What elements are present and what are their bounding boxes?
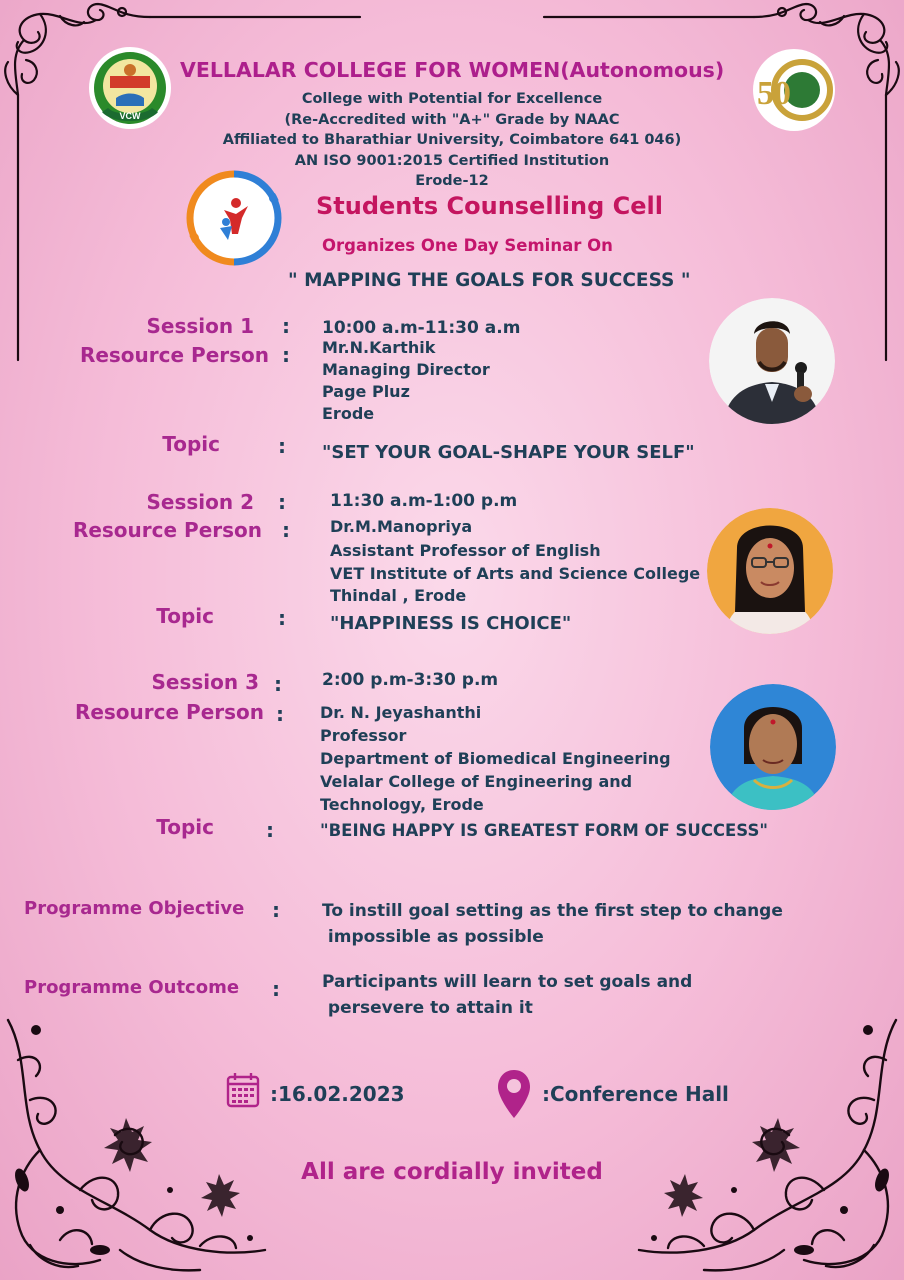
session-2-resource-colon: : <box>282 518 290 542</box>
session-3-person-place: Technology, Erode <box>320 795 484 814</box>
speaker-1-photo <box>709 298 835 424</box>
session-1-colon: : <box>282 314 290 338</box>
invitation-line: All are cordially invited <box>301 1159 603 1185</box>
session-2-label: Session 2 <box>146 490 254 514</box>
session-3-label: Session 3 <box>151 670 259 694</box>
session-1-label: Session 1 <box>146 314 254 338</box>
college-name: VELLALAR COLLEGE FOR WOMEN(Autonomous) <box>180 58 725 82</box>
header-line-5: Erode-12 <box>415 173 489 189</box>
outcome-line-1: Participants will learn to set goals and <box>322 972 693 992</box>
seminar-title: " MAPPING THE GOALS FOR SUCCESS " <box>288 270 691 291</box>
objective-line-2: impossible as possible <box>322 927 544 947</box>
outcome-label: Programme Outcome <box>24 977 240 998</box>
logo-left-label: VCW <box>119 111 141 121</box>
session-3-resource-label: Resource Person <box>74 700 264 724</box>
session-3-person-name: Dr. N. Jeyashanthi <box>320 703 482 722</box>
event-venue: :Conference Hall <box>542 1082 729 1106</box>
session-1-time: 10:00 a.m-11:30 a.m <box>322 318 521 338</box>
session-1-person-org: Page Pluz <box>322 382 410 401</box>
session-3-topic: "BEING HAPPY IS GREATEST FORM OF SUCCESS" <box>320 821 768 840</box>
session-2-time: 11:30 a.m-1:00 p.m <box>330 491 518 511</box>
header-line-4: AN ISO 9001:2015 Certified Institution <box>294 153 610 169</box>
session-3-person-org: Velalar College of Engineering and <box>320 772 633 791</box>
session-3-time: 2:00 p.m-3:30 p.m <box>322 670 499 690</box>
cell-name: Students Counselling Cell <box>316 192 663 220</box>
session-1-resource-colon: : <box>282 343 290 367</box>
objective-colon: : <box>272 898 280 922</box>
session-2-topic: "HAPPINESS IS CHOICE" <box>330 613 572 634</box>
speaker-3-photo <box>710 684 836 810</box>
location-pin-icon <box>496 1068 532 1120</box>
session-1-topic: "SET YOUR GOAL-SHAPE YOUR SELF" <box>322 442 695 463</box>
organizes-line: Organizes One Day Seminar On <box>322 236 613 255</box>
session-3-colon: : <box>274 672 282 696</box>
session-3-person-role: Professor <box>320 726 407 745</box>
session-2-resource-label: Resource Person <box>72 518 262 542</box>
session-3-topic-label: Topic <box>156 815 214 839</box>
header-line-2: (Re-Accredited with "A+" Grade by NAAC <box>284 112 620 128</box>
logo-right-number: 50 <box>757 75 791 112</box>
session-1-person-name: Mr.N.Karthik <box>322 338 436 357</box>
session-3-person-dept: Department of Biomedical Engineering <box>320 749 671 768</box>
session-1-person-role: Managing Director <box>322 360 490 379</box>
session-1-person-place: Erode <box>322 404 375 423</box>
objective-label: Programme Objective <box>24 898 245 919</box>
event-date: :16.02.2023 <box>270 1082 405 1106</box>
session-2-person-place: Thindal , Erode <box>330 586 467 605</box>
header-line-1: College with Potential for Excellence <box>301 91 603 107</box>
session-2-topic-colon: : <box>278 606 286 630</box>
counselling-cell-logo <box>186 170 282 266</box>
session-3-topic-colon: : <box>266 818 274 842</box>
session-1-topic-label: Topic <box>162 432 220 456</box>
session-2-person-role: Assistant Professor of English <box>330 541 601 560</box>
outcome-colon: : <box>272 977 280 1001</box>
calendar-icon <box>226 1072 260 1108</box>
objective-line-1: To instill goal setting as the first step to change <box>322 901 783 921</box>
outcome-line-2: persevere to attain it <box>322 998 533 1018</box>
session-2-person-org: VET Institute of Arts and Science College <box>330 564 701 583</box>
session-1-resource-label: Resource Person <box>79 343 269 367</box>
speaker-2-photo <box>707 508 833 634</box>
session-1-topic-colon: : <box>278 434 286 458</box>
session-2-colon: : <box>278 490 286 514</box>
session-2-topic-label: Topic <box>156 604 214 628</box>
session-3-resource-colon: : <box>276 702 284 726</box>
header-line-3: Affiliated to Bharathiar University, Coimbatore 641 046) <box>222 132 682 148</box>
session-2-person-name: Dr.M.Manopriya <box>330 517 473 536</box>
